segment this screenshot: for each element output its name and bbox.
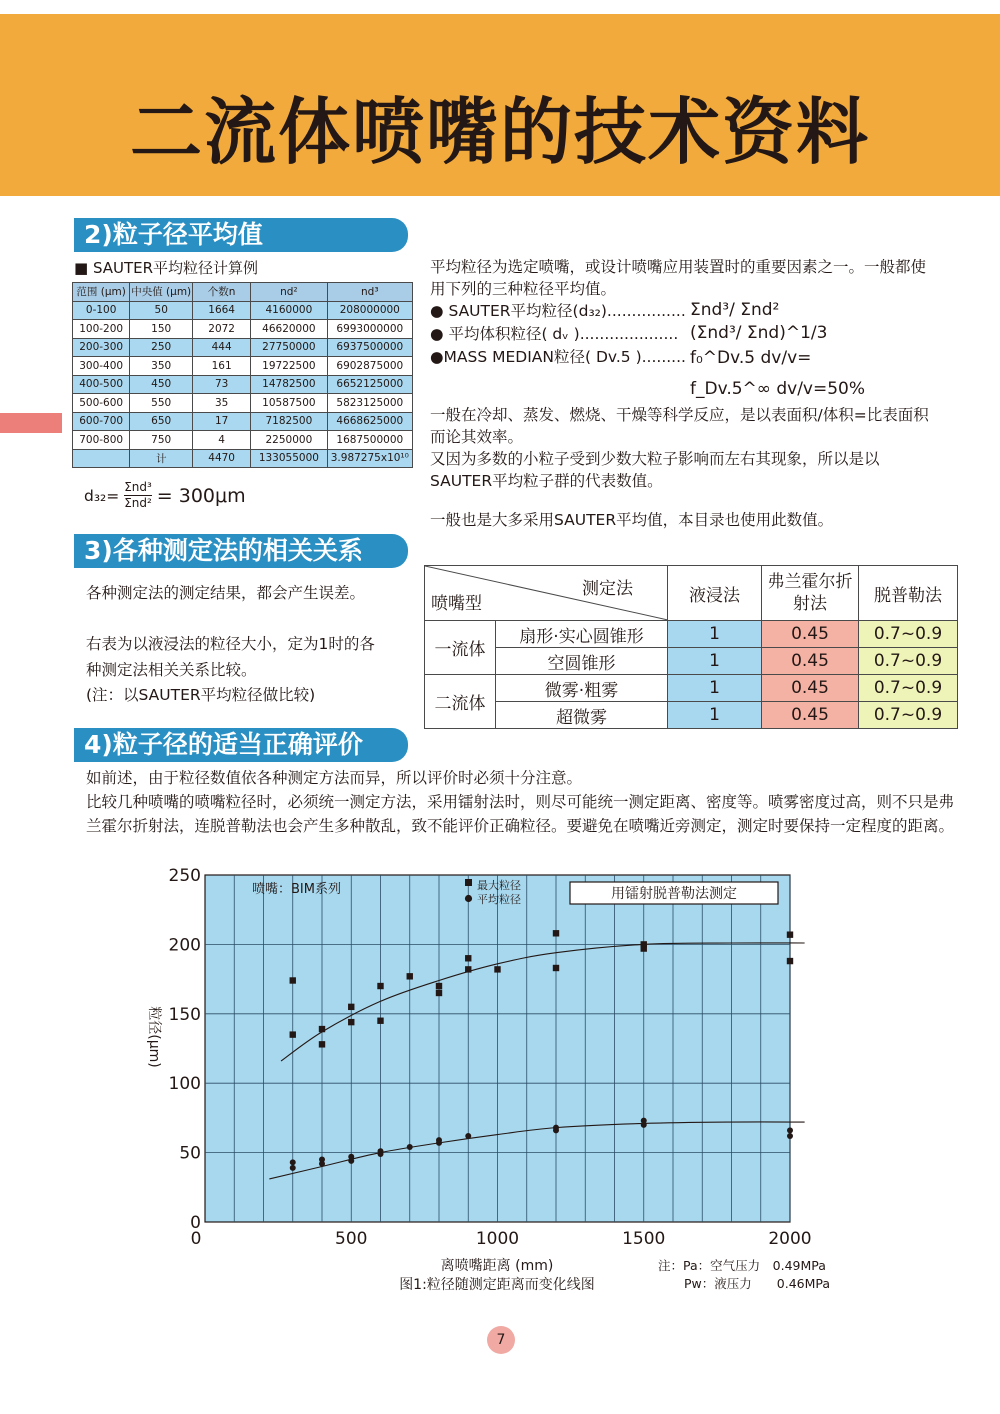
corner-cell	[425, 566, 668, 621]
mean-size-point	[348, 1158, 354, 1164]
sauter-total-cell	[73, 449, 130, 468]
max-size-point	[787, 958, 793, 964]
intro-paragraph-3: 又因为多数的小粒子受到少数大粒子影响而左右其现象，所以是以SAUTER平均粒子群的代表数值。	[430, 450, 880, 490]
sauter-row	[73, 320, 413, 339]
sauter-table	[72, 282, 413, 468]
sauter-cell: 35	[193, 394, 251, 413]
sauter-cell: 600-700	[73, 412, 130, 431]
section-4-paragraph-1: 如前述，由于粒径数值依各种测定方法而异，所以评价时必须十分注意。	[86, 769, 583, 787]
sauter-row	[73, 394, 413, 413]
sauter-cell: 4668625000	[327, 412, 412, 431]
max-size-point	[494, 966, 500, 972]
max-size-point	[377, 1018, 383, 1024]
sauter-cell: 250	[130, 338, 193, 357]
group-label-one-fluid: 一流体	[425, 621, 496, 675]
chart-subtitle: 喷嘴：BIM系列	[252, 882, 341, 897]
page-title: 二流体喷嘴的技术资料	[129, 89, 870, 174]
nozzle-type: 微雾·粗雾	[496, 675, 668, 702]
sauter-cell: 444	[193, 338, 251, 357]
x-tick-label: 2000	[768, 1229, 812, 1249]
sauter-total-cell: 4470	[193, 449, 251, 468]
corner-top-label: 测定法	[582, 579, 633, 599]
max-size-point	[787, 931, 793, 937]
mean-size-point	[553, 1127, 559, 1133]
sauter-cell: 100-200	[73, 320, 130, 339]
value-immersion: 1	[668, 675, 762, 702]
side-marker	[0, 413, 62, 433]
correlation-row	[425, 675, 958, 702]
sauter-table-caption: ■ SAUTER平均粒径计算例	[74, 259, 259, 277]
section-4-heading: 4)粒子径的适当正确评价	[74, 728, 408, 762]
group-label-two-fluid: 二流体	[425, 675, 496, 729]
sauter-cell: 7182500	[251, 412, 327, 431]
value-doppler: 0.7~0.9	[859, 702, 958, 729]
value-doppler: 0.7~0.9	[859, 621, 958, 648]
max-size-point	[465, 966, 471, 972]
sauter-cell: 2250000	[251, 431, 327, 450]
legend-mean-label: 平均粒径	[477, 893, 521, 906]
mean-size-point	[290, 1165, 296, 1171]
sauter-cell: 750	[130, 431, 193, 450]
formula-3-value: f₀^Dv.5 dv/v=	[690, 348, 812, 368]
x-axis-label: 离喷嘴距离 (mm)	[440, 1258, 554, 1274]
intro-paragraph-2: 一般在冷却、蒸发、燃烧、干燥等科学反应，是以表面积/体积=比表面积而论其效率。	[430, 406, 929, 446]
x-tick-label: 500	[335, 1229, 368, 1249]
formula-1-label: ● SAUTER平均粒径(d₃₂)................	[430, 302, 686, 320]
sauter-cell: 19722500	[251, 357, 327, 376]
sauter-cell: 161	[193, 357, 251, 376]
sauter-row	[73, 375, 413, 394]
nozzle-type: 空圆锥形	[496, 648, 668, 675]
y-tick-label: 0	[190, 1213, 201, 1233]
max-size-point	[553, 965, 559, 971]
mean-size-point	[641, 1122, 647, 1128]
sauter-cell: 200-300	[73, 338, 130, 357]
value-fraunhofer: 0.45	[762, 648, 859, 675]
sauter-cell: 6993000000	[327, 320, 412, 339]
legend-circle-marker	[465, 895, 472, 902]
chart-note-2: Pw：液压力 0.46MPa	[684, 1276, 831, 1291]
correlation-row	[425, 702, 958, 729]
sauter-cell: 2072	[193, 320, 251, 339]
x-tick-label: 1500	[622, 1229, 666, 1249]
value-fraunhofer: 0.45	[762, 702, 859, 729]
value-immersion: 1	[668, 648, 762, 675]
value-immersion: 1	[668, 702, 762, 729]
sauter-total-cell: 3.987275x10¹⁰	[327, 449, 412, 468]
value-doppler: 0.7~0.9	[859, 675, 958, 702]
y-axis-label: 粒径(μm)	[146, 1006, 162, 1068]
sauter-total-row	[73, 449, 413, 468]
sauter-cell: 1687500000	[327, 431, 412, 450]
sauter-cell: 5823125000	[327, 394, 412, 413]
header-cell: 范围 (μm)	[73, 283, 130, 302]
particle-size-chart	[0, 860, 1000, 1300]
sauter-row	[73, 357, 413, 376]
mean-size-point	[787, 1127, 793, 1133]
formula-2-value: (Σnd³/ Σnd)^1/3	[690, 323, 828, 343]
section-3-heading: 3)各种测定法的相关关系	[74, 534, 408, 568]
max-size-point	[553, 930, 559, 936]
sauter-cell: 10587500	[251, 394, 327, 413]
max-size-point	[348, 1004, 354, 1010]
x-tick-label: 0	[190, 1229, 202, 1249]
formula-3-value-2: f_Dv.5^∞ dv/v=50%	[690, 379, 866, 399]
sauter-cell: 0-100	[73, 301, 130, 320]
formula-numerator: Σnd³	[124, 480, 152, 494]
correlation-header-row	[425, 566, 958, 621]
chart-note-1: 注：Pa：空气压力 0.49MPa	[658, 1258, 826, 1273]
header-cell: 中央值 (μm)	[130, 283, 193, 302]
max-size-point	[436, 990, 442, 996]
mean-size-point	[290, 1159, 296, 1165]
chart-title: 用镭射脱普勒法测定	[611, 886, 737, 902]
y-tick-label: 50	[179, 1143, 201, 1164]
max-size-point	[348, 1019, 354, 1025]
chart-caption: 图1:粒径随测定距离而变化线图	[399, 1277, 595, 1293]
formula-fraction	[124, 480, 152, 511]
section-3-paragraph-2: 右表为以液浸法的粒径大小，定为1时的各种测定法相关关系比较。	[86, 635, 375, 679]
section-2-heading: 2)粒子径平均值	[74, 218, 408, 252]
col-header-fraunhofer: 弗兰霍尔折射法	[762, 566, 859, 621]
section-4-paragraph-2: 比较几种喷嘴的喷嘴粒径时，必须统一测定方法，采用镭射法时，则尽可能统一测定距离、密度等。喷雾密度过高，则不只是弗兰霍尔折射法，连脱普勒法也会产生多种散乱，致不能评价正确粒径。要避免在喷嘴近旁测定，测定时要保持一定程度的距离。	[86, 793, 955, 835]
max-size-point	[641, 945, 647, 951]
correlation-table	[424, 565, 958, 729]
mean-size-point	[465, 1133, 471, 1139]
y-tick-label: 200	[168, 935, 201, 956]
correlation-row	[425, 648, 958, 675]
sauter-cell: 14782500	[251, 375, 327, 394]
formula-1-value: Σnd³/ Σnd²	[690, 300, 780, 320]
sauter-cell: 700-800	[73, 431, 130, 450]
header-cell: nd³	[327, 283, 412, 302]
nozzle-type: 扇形·实心圆锥形	[496, 621, 668, 648]
sauter-row	[73, 412, 413, 431]
formula-3-label: ●MASS MEDIAN粒径( Dv.5 ).........	[430, 348, 686, 366]
sauter-cell: 27750000	[251, 338, 327, 357]
legend-square-marker	[465, 879, 472, 886]
header-cell: nd²	[251, 283, 327, 302]
sauter-cell: 208000000	[327, 301, 412, 320]
sauter-cell: 650	[130, 412, 193, 431]
col-header-doppler: 脱普勒法	[859, 566, 958, 621]
sauter-cell: 300-400	[73, 357, 130, 376]
sauter-cell: 1664	[193, 301, 251, 320]
sauter-cell: 46620000	[251, 320, 327, 339]
sauter-cell: 550	[130, 394, 193, 413]
page-number: 7	[487, 1326, 515, 1354]
max-size-point	[290, 977, 296, 983]
sauter-cell: 150	[130, 320, 193, 339]
mean-size-point	[787, 1133, 793, 1139]
section-3-paragraph-1: 各种测定法的测定结果，都会产生误差。	[86, 584, 366, 602]
nozzle-type: 超微雾	[496, 702, 668, 729]
header-cell: 个数n	[193, 283, 251, 302]
max-size-point	[319, 1026, 325, 1032]
sauter-total-cell: 133055000	[251, 449, 327, 468]
sauter-cell: 17	[193, 412, 251, 431]
max-size-point	[290, 1031, 296, 1037]
sauter-formula	[84, 480, 246, 511]
formula-rhs: = 300μm	[156, 484, 246, 507]
intro-paragraph-1: 平均粒径为选定喷嘴，或设计喷嘴应用装置时的重要因素之一。一般都使用下列的三种粒径平均值。	[430, 258, 927, 298]
sauter-cell: 450	[130, 375, 193, 394]
sauter-cell: 4160000	[251, 301, 327, 320]
max-size-point	[377, 983, 383, 989]
header-banner	[0, 14, 1000, 196]
sauter-cell: 73	[193, 375, 251, 394]
max-size-point	[407, 973, 413, 979]
sauter-cell: 6902875000	[327, 357, 412, 376]
formula-lhs: d₃₂=	[84, 486, 120, 505]
mean-size-point	[407, 1144, 413, 1150]
correlation-row	[425, 621, 958, 648]
legend-max-label: 最大粒径	[477, 879, 521, 892]
sauter-cell: 350	[130, 357, 193, 376]
sauter-cell: 6652125000	[327, 375, 412, 394]
mean-size-point	[436, 1140, 442, 1146]
mean-size-point	[319, 1161, 325, 1167]
intro-paragraph-4: 一般也是大多采用SAUTER平均值，本目录也使用此数值。	[430, 511, 834, 529]
max-size-point	[465, 955, 471, 961]
sauter-row	[73, 301, 413, 320]
formula-2-label: ● 平均体积粒径( dᵥ )....................	[430, 325, 679, 343]
section-3-paragraph-3: (注：以SAUTER平均粒径做比较)	[86, 686, 316, 704]
y-tick-label: 100	[168, 1074, 201, 1095]
y-tick-label: 250	[168, 866, 201, 886]
sauter-cell: 6937500000	[327, 338, 412, 357]
sauter-cell: 500-600	[73, 394, 130, 413]
mean-size-point	[378, 1151, 384, 1157]
corner-bottom-label: 喷嘴型	[431, 594, 482, 614]
value-fraunhofer: 0.45	[762, 621, 859, 648]
formula-denominator: Σnd²	[124, 496, 152, 510]
col-header-immersion: 液浸法	[668, 566, 762, 621]
value-fraunhofer: 0.45	[762, 675, 859, 702]
sauter-cell: 4	[193, 431, 251, 450]
sauter-row	[73, 338, 413, 357]
max-size-point	[436, 983, 442, 989]
sauter-total-cell: 计	[130, 449, 193, 468]
value-doppler: 0.7~0.9	[859, 648, 958, 675]
sauter-cell: 400-500	[73, 375, 130, 394]
x-tick-label: 1000	[475, 1229, 520, 1249]
y-tick-label: 150	[168, 1004, 201, 1025]
sauter-cell: 50	[130, 301, 193, 320]
sauter-header-row	[73, 283, 413, 302]
max-size-point	[319, 1041, 325, 1047]
sauter-row	[73, 431, 413, 450]
value-immersion: 1	[668, 621, 762, 648]
